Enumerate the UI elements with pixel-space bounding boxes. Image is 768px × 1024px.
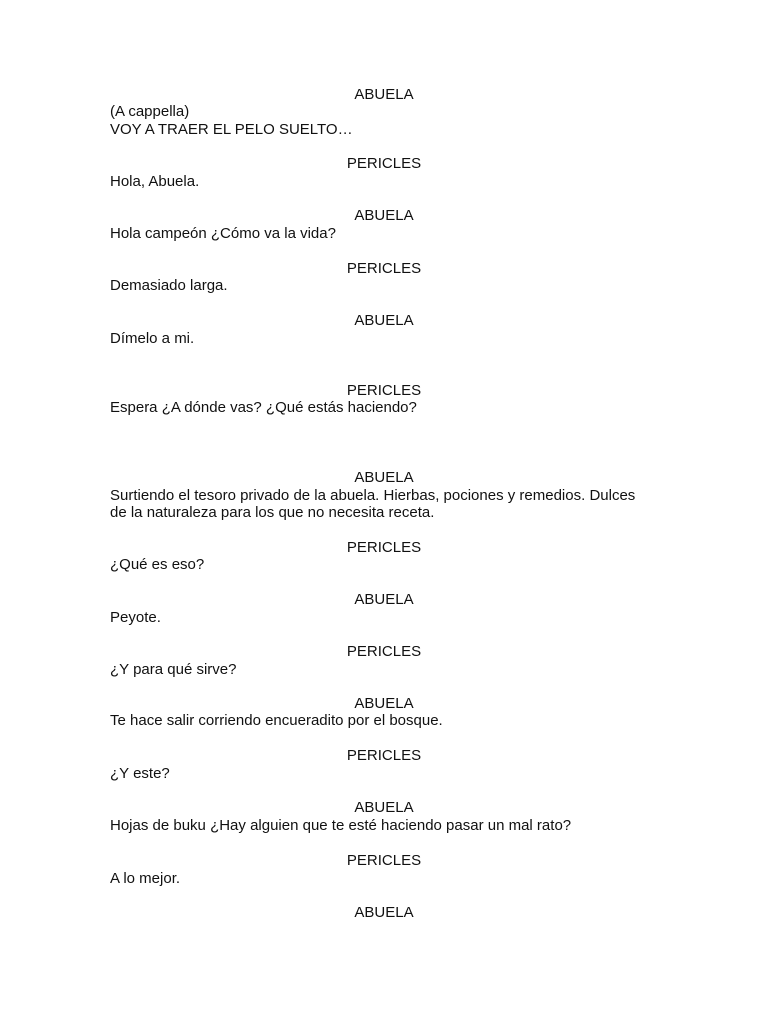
dialogue-line: Hola, Abuela. [110,173,200,190]
dialogue-line: Peyote. [110,609,161,626]
dialogue-line: VOY A TRAER EL PELO SUELTO… [110,121,353,138]
character-name: ABUELA [354,312,414,329]
dialogue-line: ¿Y para qué sirve? [110,661,237,678]
dialogue-line: Espera ¿A dónde vas? ¿Qué estás haciendo? [110,399,417,416]
character-name: ABUELA [354,799,414,816]
dialogue-line: ¿Y este? [110,765,170,782]
dialogue-line: A lo mejor. [110,870,181,887]
dialogue-line: (A cappella) [110,103,190,120]
dialogue-line: Demasiado larga. [110,277,228,294]
character-name: PERICLES [346,382,422,399]
character-name: PERICLES [346,539,422,556]
dialogue-line: de la naturaleza para los que no necesita receta. [110,504,435,521]
character-name: ABUELA [354,207,414,224]
dialogue-line: Hola campeón ¿Cómo va la vida? [110,225,336,242]
character-name: PERICLES [346,260,422,277]
character-name: ABUELA [354,695,414,712]
character-name: PERICLES [346,747,422,764]
dialogue-line: Surtiendo el tesoro privado de la abuela. Hierbas, pociones y remedios. Dulces [110,487,636,504]
character-name: ABUELA [354,904,414,921]
dialogue-line: ¿Qué es eso? [110,556,205,573]
character-name: ABUELA [354,469,414,486]
dialogue-line: Hojas de buku ¿Hay alguien que te esté haciendo pasar un mal rato? [110,817,572,834]
character-name: ABUELA [354,86,414,103]
character-name: PERICLES [346,643,422,660]
dialogue-line: Dímelo a mi. [110,330,195,347]
character-name: ABUELA [354,591,414,608]
dialogue-line: Te hace salir corriendo encueradito por el bosque. [110,712,443,729]
character-name: PERICLES [346,852,422,869]
character-name: PERICLES [346,155,422,172]
